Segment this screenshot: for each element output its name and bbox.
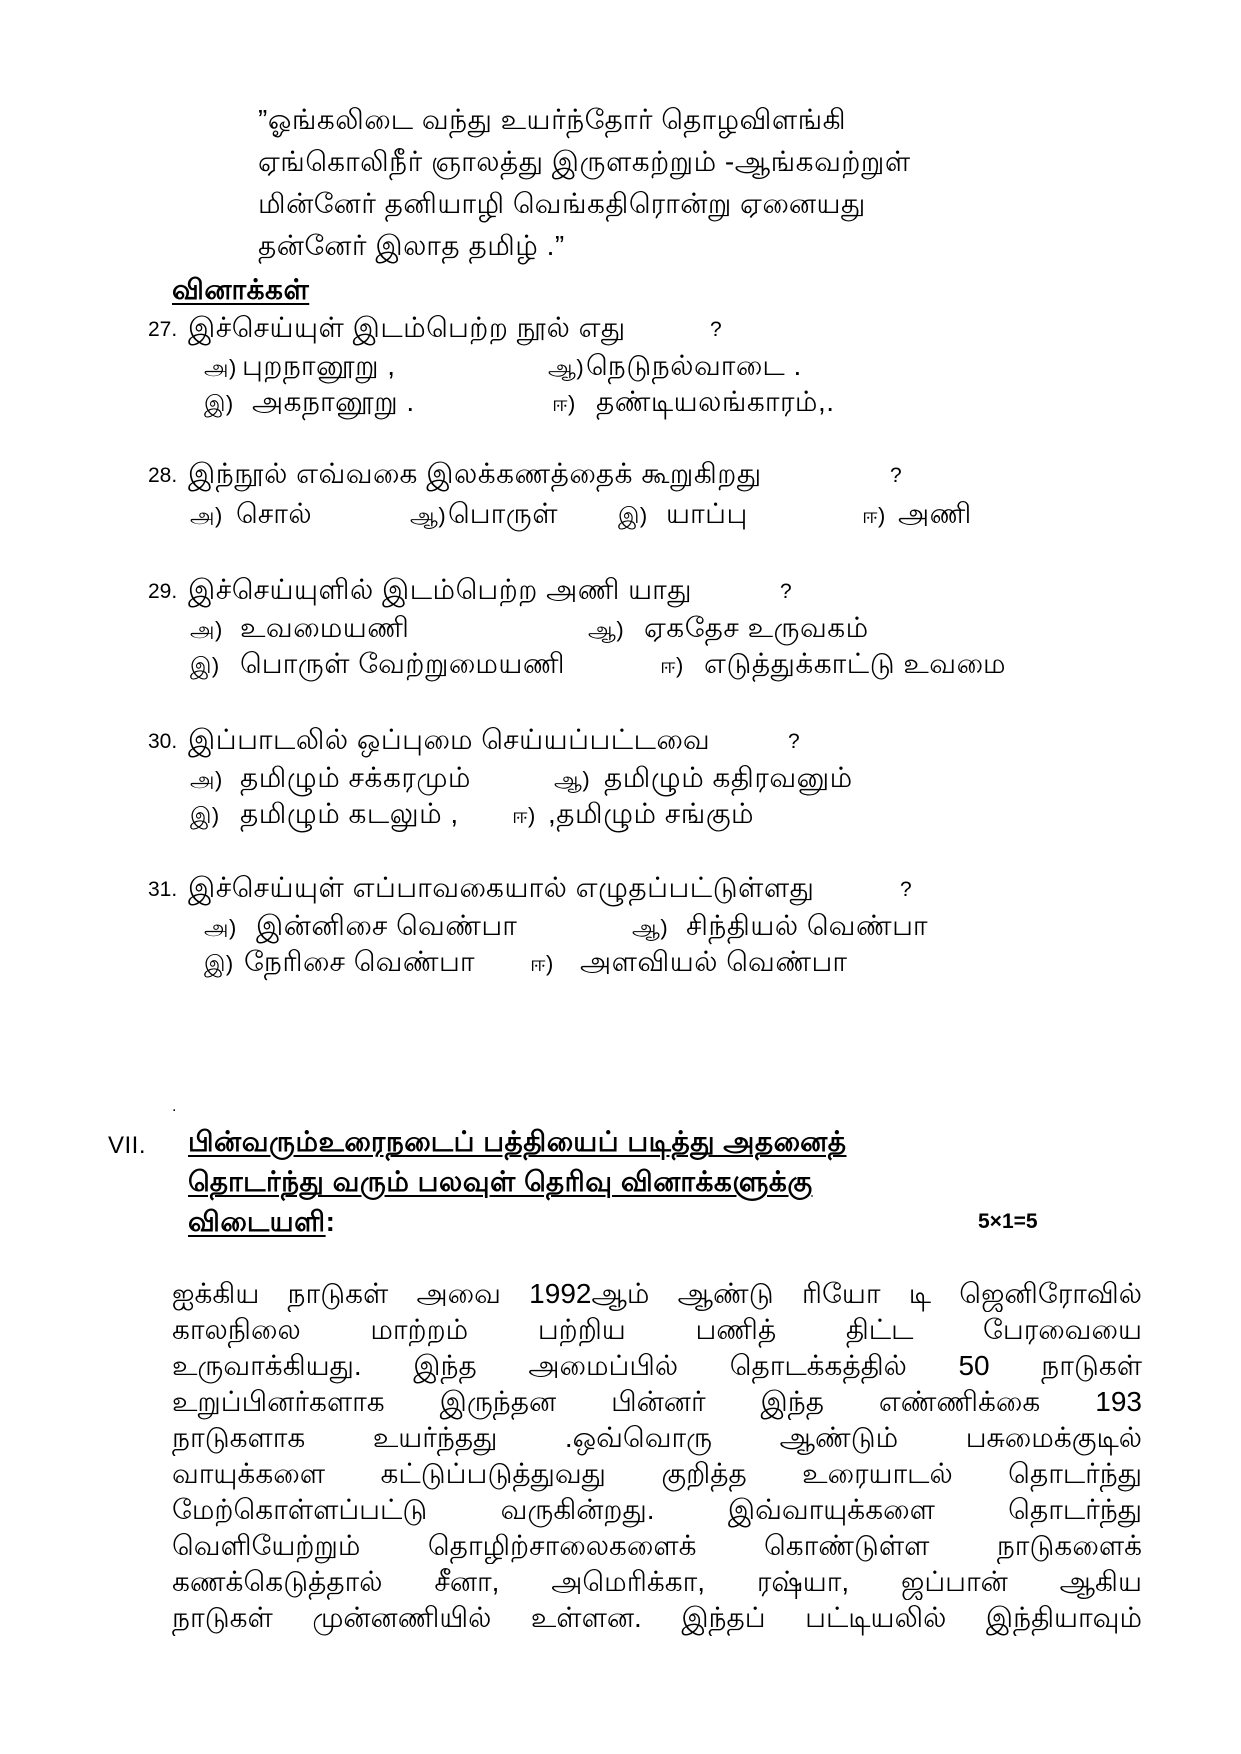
- question-text: இச்செய்யுள் எப்பாவகையால் எழுதப்பட்டுள்ளது: [188, 872, 815, 903]
- option-text: ஏகதேச உருவகம்: [644, 612, 869, 643]
- option-text: பொருள்: [448, 498, 558, 529]
- option-text: தமிழும் கதிரவனும்: [604, 762, 853, 793]
- option-text: நெடுநல்வாடை .: [586, 350, 802, 381]
- option-text: தமிழும் கடலும் ,: [240, 798, 459, 829]
- option-label: இ): [190, 803, 220, 828]
- question-text: இச்செய்யுள் இடம்பெற்ற நூல் எது: [188, 312, 626, 343]
- option-label: ஆ): [588, 617, 625, 642]
- option-text: சிந்தியல் வெண்பா: [686, 910, 929, 941]
- option-text: அணி: [898, 498, 972, 529]
- option-text: எடுத்துக்காட்டு உவமை: [704, 648, 1007, 679]
- option-label: ஆ): [554, 767, 591, 792]
- marks-label: 5×1=5: [978, 1210, 1038, 1233]
- passage-line: மேற்கொள்ளப்பட்டு வருகின்றது. இவ்வாயுக்களை தொடர்ந்து: [172, 1494, 1142, 1525]
- section-number: VII.: [108, 1132, 147, 1159]
- passage-line: உறுப்பினர்களாக இருந்தன பின்னர் இந்த எண்ணிக்கை 193: [172, 1386, 1142, 1417]
- question-mark: ?: [890, 464, 902, 487]
- section-title-line: தொடர்ந்து வரும் பலவுள் தெரிவு வினாக்களுக்கு: [188, 1166, 813, 1197]
- question-number: 28.: [148, 464, 178, 487]
- passage-line: காலநிலை மாற்றம் பற்றிய பணித் திட்ட பேரவையை: [172, 1314, 1142, 1345]
- question-number: 31.: [148, 878, 178, 901]
- question-number: 29.: [148, 580, 178, 603]
- verse-line: மின்னேர் தனியாழி வெங்கதிரொன்று ஏனையது: [258, 188, 866, 219]
- section-title-line: [188, 1204, 335, 1240]
- verse-line: ஏங்கொலிநீர் ஞாலத்து இருளகற்றும் -ஆங்கவற்றுள்: [258, 146, 911, 177]
- option-label: ஆ): [632, 915, 669, 940]
- option-label: ஈ): [512, 803, 536, 828]
- option-label: அ): [190, 767, 223, 792]
- question-text: இச்செய்யுளில் இடம்பெற்ற அணி யாது: [188, 574, 693, 605]
- option-label: ஈ): [862, 503, 886, 528]
- option-label: ஈ): [552, 391, 576, 416]
- question-mark: ?: [780, 580, 792, 603]
- option-label: ஆ): [548, 355, 585, 380]
- question-text: இந்நூல் எவ்வகை இலக்கணத்தைக் கூறுகிறது: [188, 458, 762, 489]
- option-text: ,தமிழும் சங்கும்: [548, 798, 755, 829]
- option-label: ஈ): [530, 951, 554, 976]
- option-text: தண்டியலங்காரம்,.: [596, 386, 835, 417]
- option-label: அ): [204, 355, 237, 380]
- option-text: புறநானூறு ,: [242, 350, 396, 381]
- question-mark: ?: [710, 318, 722, 341]
- questions-heading: வினாக்கள்: [172, 274, 310, 305]
- question-text: இப்பாடலில் ஒப்புமை செய்யப்பட்டவை: [188, 724, 711, 755]
- option-text: அளவியல் வெண்பா: [580, 946, 848, 977]
- option-text: உவமையணி: [240, 612, 410, 643]
- passage-line: கணக்கெடுத்தால் சீனா, அமெரிக்கா, ரஷ்யா, ஜப்பான் ஆகிய: [172, 1566, 1142, 1597]
- option-label: ஈ): [660, 653, 684, 678]
- passage-line: உருவாக்கியது. இந்த அமைப்பில் தொடக்கத்தில் 50 நாடுகள்: [172, 1350, 1142, 1381]
- option-label: அ): [190, 503, 223, 528]
- section-title-line: பின்வரும்உரைநடைப் பத்தியைப் படித்து அதனைத்: [188, 1126, 847, 1157]
- stray-dot: .: [172, 1098, 177, 1115]
- verse-line: ”ஓங்கலிடை வந்து உயர்ந்தோர் தொழவிளங்கி: [258, 104, 847, 135]
- option-text: நேரிசை வெண்பா: [244, 946, 475, 977]
- verse-line: தன்னேர் இலாத தமிழ் .”: [258, 230, 565, 261]
- question-mark: ?: [900, 878, 912, 901]
- question-mark: ?: [788, 730, 800, 753]
- option-text: பொருள் வேற்றுமையணி: [240, 648, 566, 679]
- option-label: ஆ): [410, 503, 447, 528]
- option-text: தமிழும் சக்கரமும்: [240, 762, 471, 793]
- option-label: இ): [190, 653, 220, 678]
- option-label: இ): [204, 391, 234, 416]
- section-title-colon: :: [325, 1206, 336, 1237]
- option-label: அ): [204, 915, 237, 940]
- passage-line: நாடுகளாக உயர்ந்தது .ஒவ்வொரு ஆண்டும் பசுமைக்குடில்: [172, 1422, 1142, 1453]
- passage-line: நாடுகள் முன்னணியில் உள்ளன. இந்தப் பட்டியலில் இந்தியாவும்: [172, 1602, 1142, 1633]
- option-text: யாப்பு: [666, 498, 748, 529]
- section-title-text: விடையளி: [188, 1206, 326, 1237]
- option-text: அகநானூறு .: [252, 386, 415, 417]
- option-text: இன்னிசை வெண்பா: [256, 910, 518, 941]
- option-label: இ): [618, 503, 648, 528]
- passage-line: ஐக்கிய நாடுகள் அவை 1992ஆம் ஆண்டு ரியோ டி ஜெனிரோவில்: [172, 1278, 1142, 1309]
- passage-line: வெளியேற்றும் தொழிற்சாலைகளைக் கொண்டுள்ள நாடுகளைக்: [172, 1530, 1142, 1561]
- option-label: இ): [204, 951, 234, 976]
- question-number: 30.: [148, 730, 178, 753]
- option-label: அ): [190, 617, 223, 642]
- passage: [172, 1276, 1142, 1636]
- question-number: 27.: [148, 318, 178, 341]
- passage-line: வாயுக்களை கட்டுப்படுத்துவது குறித்த உரையாடல் தொடர்ந்து: [172, 1458, 1142, 1489]
- option-text: சொல்: [236, 498, 313, 529]
